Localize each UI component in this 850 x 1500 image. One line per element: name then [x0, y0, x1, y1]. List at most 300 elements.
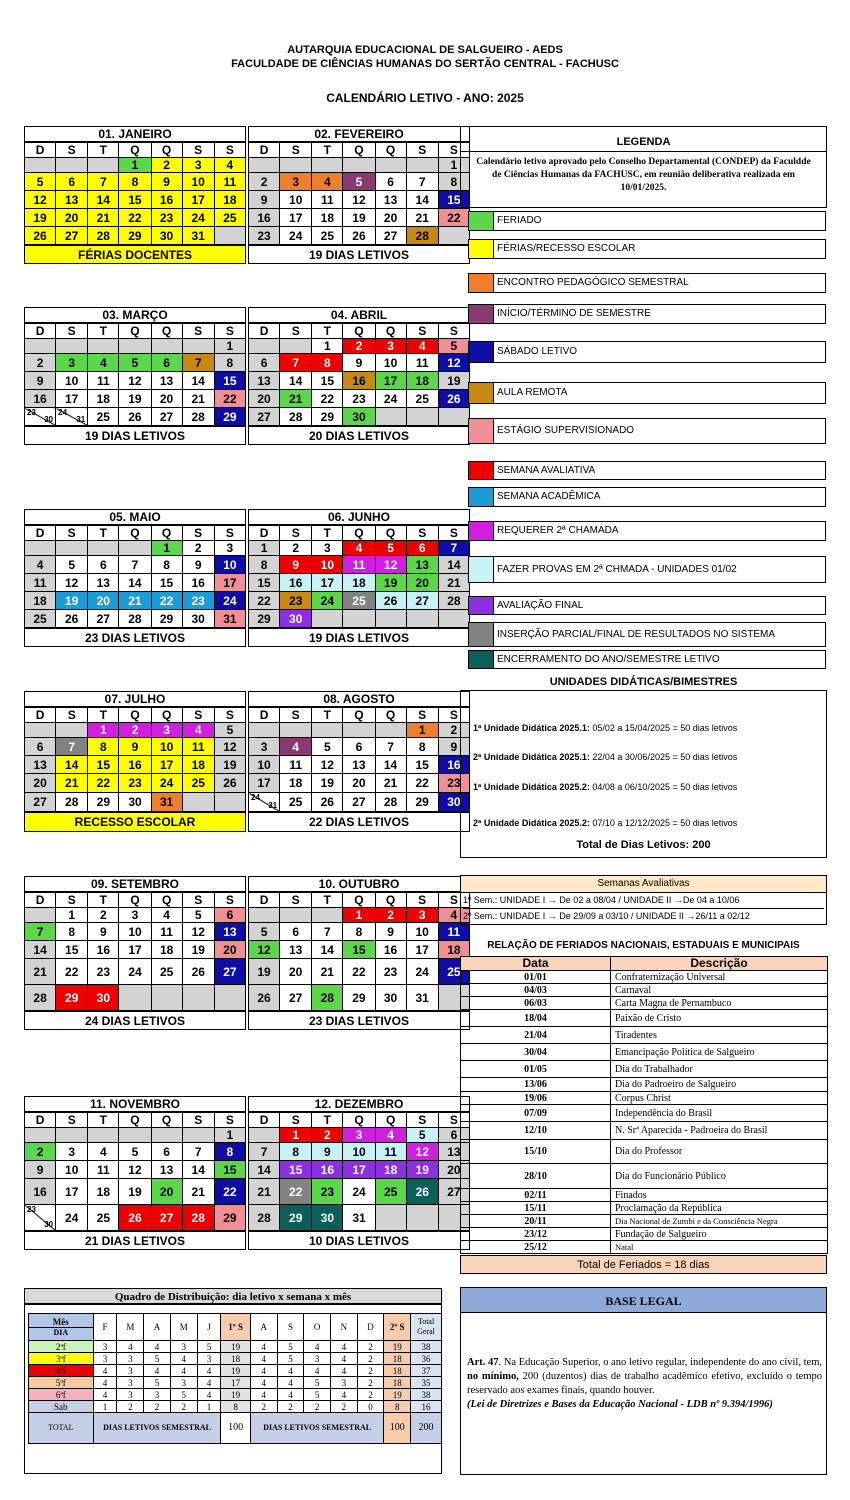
- weekday-header: Q: [151, 707, 182, 723]
- weekday-header: S: [182, 142, 214, 158]
- day-cell: 11: [343, 556, 375, 574]
- day-cell: 11: [214, 173, 245, 191]
- day-cell: 4: [25, 556, 56, 574]
- day-cell: 29: [151, 610, 182, 629]
- day-cell: 26: [25, 227, 56, 246]
- day-cell: 11: [312, 191, 343, 209]
- feriados-col-desc: Descrição: [611, 957, 828, 971]
- day-cell: 27: [25, 793, 56, 813]
- day-cell: 18: [280, 774, 312, 793]
- quadro-day: 5ªf: [29, 1377, 94, 1389]
- day-cell: 23: [88, 959, 119, 985]
- day-cell: 9: [151, 173, 182, 191]
- day-cell: 31: [151, 793, 182, 813]
- weekday-header: D: [249, 707, 280, 723]
- day-cell: 25: [25, 610, 56, 629]
- unidade-label: 2ª Unidade Didática 2025.1:: [473, 752, 590, 762]
- day-cell: 7: [56, 738, 88, 756]
- day-cell: 1: [249, 541, 280, 556]
- month-footer: 21 DIAS LETIVOS: [25, 1231, 246, 1250]
- month-calendar: [248, 509, 470, 647]
- day-cell: 15: [249, 574, 280, 592]
- day-cell: 15: [56, 941, 88, 959]
- day-cell: 6: [343, 738, 375, 756]
- weekday-header: S: [280, 892, 312, 908]
- weekday-header: Q: [343, 525, 375, 541]
- month-footer: 19 DIAS LETIVOS: [249, 245, 470, 264]
- weekday-header: Q: [119, 1112, 151, 1128]
- day-cell: 9: [119, 738, 151, 756]
- quadro-total-geral: 200: [411, 1413, 442, 1444]
- base-legal-emphasis: no mínimo,: [467, 1371, 519, 1382]
- legend-swatch: [469, 597, 494, 614]
- day-cell: 27: [406, 592, 438, 610]
- day-cell: 11: [88, 1161, 119, 1179]
- month-calendar: [248, 876, 470, 1030]
- day-cell: [88, 1128, 119, 1143]
- day-cell: 16: [438, 756, 469, 774]
- weekday-header: S: [438, 323, 469, 339]
- day-cell: 13: [88, 574, 119, 592]
- day-cell: 31: [214, 610, 245, 629]
- day-cell: 24: [182, 209, 214, 227]
- day-cell: 24: [312, 592, 343, 610]
- day-cell: 19: [438, 372, 469, 390]
- day-cell: 29: [119, 227, 151, 246]
- day-cell: 25: [438, 959, 469, 985]
- legend-swatch: [469, 274, 494, 292]
- day-cell: 21: [182, 1179, 214, 1205]
- day-cell: 18: [25, 592, 56, 610]
- day-cell: 22: [312, 390, 343, 408]
- month-footer: 24 DIAS LETIVOS: [25, 1011, 246, 1030]
- month-footer: 10 DIAS LETIVOS: [249, 1231, 470, 1250]
- day-cell: 13: [214, 923, 245, 941]
- quadro-value: 4: [144, 1365, 171, 1377]
- day-cell: 8: [312, 354, 343, 372]
- day-cell: 29: [214, 1205, 245, 1232]
- quadro-header-month: S: [277, 1314, 304, 1341]
- weekday-header: Q: [375, 1112, 406, 1128]
- day-cell: 11: [88, 372, 119, 390]
- month-title: 08. AGOSTO: [249, 692, 470, 708]
- day-cell: 6: [375, 173, 406, 191]
- day-cell: 19: [375, 574, 406, 592]
- quadro-value: 4: [93, 1389, 117, 1401]
- day-cell: 26: [119, 408, 151, 427]
- day-cell: [25, 908, 56, 923]
- feriado-desc: N. Srª Aparecida - Padroeira do Brasil: [611, 1122, 828, 1140]
- day-cell: 14: [249, 1161, 280, 1179]
- legend-title: LEGENDA: [460, 126, 827, 152]
- day-cell: 18: [343, 574, 375, 592]
- weekday-header: Q: [119, 323, 151, 339]
- day-cell: 28: [312, 985, 343, 1012]
- day-cell: 26: [343, 227, 375, 246]
- quadro-value: 2: [357, 1341, 384, 1353]
- feriado-date: 01/01: [461, 971, 611, 984]
- month-title: 03. MARÇO: [25, 308, 246, 324]
- quadro-value: 2: [144, 1401, 171, 1413]
- legend-swatch: [469, 383, 494, 403]
- day-cell: 4: [406, 339, 438, 354]
- weekday-header: S: [214, 525, 245, 541]
- day-cell: 8: [214, 354, 245, 372]
- day-cell: 17: [56, 390, 88, 408]
- day-cell: 26: [249, 985, 280, 1012]
- quadro-header-month: N: [330, 1314, 357, 1341]
- day-cell: 21: [406, 209, 438, 227]
- day-cell: 19: [214, 756, 245, 774]
- day-cell: 12: [119, 372, 151, 390]
- weekday-header: S: [56, 323, 88, 339]
- day-cell: 4: [312, 173, 343, 191]
- feriado-date: 30/04: [461, 1044, 611, 1061]
- day-cell: 1: [88, 723, 119, 738]
- day-cell: 30: [182, 610, 214, 629]
- day-cell: [56, 1128, 88, 1143]
- weekday-header: Q: [119, 525, 151, 541]
- month-footer: 23 DIAS LETIVOS: [249, 1011, 470, 1030]
- feriado-desc: Finados: [611, 1189, 828, 1202]
- day-cell: 3: [280, 173, 312, 191]
- weekday-header: S: [406, 525, 438, 541]
- quadro-value: 3: [197, 1353, 221, 1365]
- day-cell: 28: [56, 793, 88, 813]
- day-cell: 17: [375, 372, 406, 390]
- day-cell: 5: [119, 1143, 151, 1161]
- day-cell: 26: [214, 774, 245, 793]
- day-cell: [56, 723, 88, 738]
- day-cell: 20: [249, 390, 280, 408]
- quadro-value: 3: [117, 1365, 144, 1377]
- page-title: CALENDÁRIO LETIVO - ANO: 2025: [326, 91, 524, 105]
- day-cell: 22: [56, 959, 88, 985]
- feriados-total: Total de Feriados = 18 dias: [460, 1255, 827, 1274]
- quadro-value: 2: [304, 1401, 331, 1413]
- day-cell: [56, 339, 88, 354]
- day-cell: 4: [182, 723, 214, 738]
- day-cell: 16: [375, 941, 406, 959]
- legend-item: [468, 418, 826, 444]
- legend-item: [468, 521, 826, 541]
- day-cell: 16: [25, 1179, 56, 1205]
- day-cell: 27: [214, 959, 245, 985]
- day-cell: 23: [280, 592, 312, 610]
- day-cell: [56, 408, 88, 427]
- day-cell: 16: [25, 390, 56, 408]
- month-footer: 19 DIAS LETIVOS: [249, 628, 470, 647]
- day-cell: [182, 339, 214, 354]
- feriado-date: 23/12: [461, 1228, 611, 1241]
- day-cell: [406, 1205, 438, 1232]
- day-cell: 31: [343, 1205, 375, 1232]
- feriado-desc: Independência do Brasil: [611, 1105, 828, 1122]
- legend-swatch: [469, 623, 494, 646]
- unidade-text: 05/02 a 15/04/2025 = 50 dias letivos: [589, 723, 738, 733]
- weekday-header: S: [214, 1112, 245, 1128]
- quadro-header-month: M: [170, 1314, 197, 1341]
- day-cell: 2: [25, 354, 56, 372]
- feriado-date: 18/04: [461, 1010, 611, 1027]
- day-cell: 6: [88, 556, 119, 574]
- weekday-header: S: [56, 142, 88, 158]
- day-cell: 2: [25, 1143, 56, 1161]
- weekday-header: S: [280, 142, 312, 158]
- day-cell: 1: [214, 339, 245, 354]
- day-cell: 23: [438, 774, 469, 793]
- day-cell: 22: [88, 774, 119, 793]
- day-cell: 12: [438, 354, 469, 372]
- day-cell: [375, 408, 406, 427]
- quadro-value: 2: [277, 1401, 304, 1413]
- day-cell: 7: [249, 1143, 280, 1161]
- day-cell: [25, 1128, 56, 1143]
- month-calendar: [248, 1096, 470, 1250]
- legend-label: SÁBADO LETIVO: [497, 346, 578, 357]
- day-cell: [88, 339, 119, 354]
- quadro-value: 2: [357, 1377, 384, 1389]
- quadro-value: 4: [304, 1341, 331, 1353]
- legend-item: [468, 487, 826, 507]
- feriado-date: 13/06: [461, 1078, 611, 1092]
- day-cell: [375, 723, 406, 738]
- weekday-header: S: [214, 142, 245, 158]
- day-cell: 24: [56, 1205, 88, 1232]
- day-number: 31: [268, 801, 278, 810]
- base-legal-law: (Lei de Diretrizes e Bases da Educação Nacional - LDB nº 9.394/1996): [467, 1399, 773, 1410]
- quadro-value: 1: [197, 1401, 221, 1413]
- day-cell: [119, 1128, 151, 1143]
- quadro-row: [29, 1377, 442, 1389]
- quadro-header-total: Total Geral: [411, 1314, 442, 1341]
- day-cell: [182, 985, 214, 1012]
- day-cell: 25: [151, 959, 182, 985]
- quadro-header-month: A: [250, 1314, 277, 1341]
- weekday-header: D: [25, 1112, 56, 1128]
- day-cell: 26: [312, 793, 343, 813]
- day-number: 24: [58, 408, 68, 417]
- day-cell: 9: [375, 923, 406, 941]
- feriado-date: 12/10: [461, 1122, 611, 1140]
- day-cell: 28: [438, 592, 469, 610]
- quadro-value: 5: [144, 1353, 171, 1365]
- day-cell: 12: [119, 1161, 151, 1179]
- quadro-value: 3: [330, 1377, 357, 1389]
- legend-label: ESTÁGIO SUPERVISIONADO: [497, 425, 635, 436]
- day-cell: 24: [119, 959, 151, 985]
- day-cell: 3: [56, 1143, 88, 1161]
- day-cell: 28: [249, 1205, 280, 1232]
- day-cell: 27: [438, 1179, 469, 1205]
- quadro-value: 2: [117, 1401, 144, 1413]
- quadro-value: 3: [170, 1377, 197, 1389]
- day-cell: 15: [312, 372, 343, 390]
- legend-item: [468, 556, 826, 583]
- day-cell: 29: [214, 408, 245, 427]
- legend-item: [468, 622, 826, 647]
- weekday-header: S: [214, 892, 245, 908]
- day-cell: 15: [280, 1161, 312, 1179]
- day-cell: 19: [343, 209, 375, 227]
- day-cell: 6: [56, 173, 88, 191]
- quadro-value: 19: [384, 1341, 411, 1353]
- feriado-date: 28/10: [461, 1164, 611, 1189]
- feriado-row: [461, 1241, 828, 1254]
- weekday-header: T: [88, 142, 119, 158]
- legend-label: ENCONTRO PEDAGÓGICO SEMESTRAL: [497, 277, 689, 288]
- day-cell: 12: [182, 923, 214, 941]
- month-calendar: [248, 126, 470, 264]
- day-cell: [25, 408, 56, 427]
- weekday-header: S: [406, 1112, 438, 1128]
- unidade-item: [473, 752, 737, 762]
- day-cell: 12: [343, 191, 375, 209]
- day-cell: [312, 158, 343, 173]
- day-cell: 21: [56, 774, 88, 793]
- day-cell: 7: [280, 354, 312, 372]
- day-number: 30: [44, 415, 54, 424]
- day-cell: 24: [280, 227, 312, 246]
- day-cell: 24: [214, 592, 245, 610]
- day-cell: 9: [280, 556, 312, 574]
- month-footer: 23 DIAS LETIVOS: [25, 628, 246, 647]
- day-cell: [280, 158, 312, 173]
- legend-item: [468, 341, 826, 363]
- legend-swatch: [469, 419, 494, 443]
- weekday-header: Q: [151, 892, 182, 908]
- day-cell: 17: [119, 941, 151, 959]
- day-cell: 5: [312, 738, 343, 756]
- day-cell: 23: [182, 592, 214, 610]
- day-cell: 3: [214, 541, 245, 556]
- day-cell: 17: [343, 1161, 375, 1179]
- unidade-item: [473, 782, 737, 792]
- weekday-header: T: [312, 707, 343, 723]
- day-cell: 29: [406, 793, 438, 813]
- day-cell: 14: [182, 1161, 214, 1179]
- day-cell: 3: [56, 354, 88, 372]
- quadro-row: [29, 1401, 442, 1413]
- quadro-header-month: 2º S: [384, 1314, 411, 1341]
- day-cell: 16: [151, 191, 182, 209]
- day-cell: 4: [343, 541, 375, 556]
- day-cell: [312, 723, 343, 738]
- legend-item: [468, 461, 826, 480]
- quadro-value: 16: [411, 1401, 442, 1413]
- day-cell: 14: [56, 756, 88, 774]
- feriado-date: 07/09: [461, 1105, 611, 1122]
- quadro-value: 19: [221, 1341, 251, 1353]
- quadro-value: 5: [277, 1353, 304, 1365]
- day-cell: 3: [312, 541, 343, 556]
- day-cell: 19: [25, 209, 56, 227]
- day-cell: 19: [406, 1161, 438, 1179]
- weekday-header: S: [182, 892, 214, 908]
- month-calendar: [24, 126, 246, 264]
- day-cell: 23: [375, 959, 406, 985]
- day-cell: [214, 985, 245, 1012]
- institution-name: AUTARQUIA EDUCACIONAL DE SALGUEIRO - AEDS: [287, 44, 563, 56]
- day-cell: 10: [56, 372, 88, 390]
- day-cell: 31: [406, 985, 438, 1012]
- feriado-date: 25/12: [461, 1241, 611, 1254]
- quadro-value: 8: [384, 1401, 411, 1413]
- feriado-row: [461, 1010, 828, 1027]
- quadro-row: [29, 1365, 442, 1377]
- day-cell: 1: [312, 339, 343, 354]
- day-cell: 12: [249, 941, 280, 959]
- day-cell: 6: [214, 908, 245, 923]
- feriado-date: 15/10: [461, 1140, 611, 1164]
- quadro-value: 18: [221, 1353, 251, 1365]
- day-cell: 2: [151, 158, 182, 173]
- day-cell: 27: [88, 610, 119, 629]
- day-cell: 29: [249, 610, 280, 629]
- quadro-header-month: M: [117, 1314, 144, 1341]
- feriado-desc: Proclamação da República: [611, 1202, 828, 1215]
- day-cell: 10: [249, 756, 280, 774]
- weekday-header: S: [182, 525, 214, 541]
- day-cell: 15: [214, 372, 245, 390]
- feriado-desc: Corpus Christ: [611, 1092, 828, 1105]
- weekday-header: S: [182, 1112, 214, 1128]
- day-cell: 5: [56, 556, 88, 574]
- base-legal-text: [467, 1356, 822, 1412]
- feriado-row: [461, 1061, 828, 1078]
- weekday-header: T: [88, 525, 119, 541]
- quadro-value: 18: [384, 1365, 411, 1377]
- feriado-desc: Dia do Professor: [611, 1140, 828, 1164]
- feriado-row: [461, 1122, 828, 1140]
- quadro-total-1s: 100: [221, 1413, 251, 1444]
- weekday-header: Q: [375, 142, 406, 158]
- day-cell: [249, 793, 280, 813]
- quadro-row: [29, 1341, 442, 1353]
- legend-swatch: [469, 342, 494, 362]
- day-cell: 1: [343, 908, 375, 923]
- day-cell: 17: [214, 574, 245, 592]
- day-cell: 10: [56, 1161, 88, 1179]
- day-cell: 2: [280, 541, 312, 556]
- feriado-desc: Carnaval: [611, 984, 828, 997]
- quadro-value: 3: [117, 1377, 144, 1389]
- month-calendar: [24, 691, 246, 832]
- day-cell: 21: [280, 390, 312, 408]
- quadro-value: 4: [330, 1389, 357, 1401]
- day-cell: 3: [151, 723, 182, 738]
- quadro-value: 4: [93, 1365, 117, 1377]
- day-cell: 23: [119, 774, 151, 793]
- day-cell: 11: [182, 738, 214, 756]
- day-cell: 17: [280, 209, 312, 227]
- feriado-desc: Natal: [611, 1241, 828, 1254]
- quadro-value: 19: [221, 1365, 251, 1377]
- legend-label: ENCERRAMENTO DO ANO/SEMESTRE LETIVO: [497, 654, 720, 665]
- day-cell: 2: [182, 541, 214, 556]
- feriado-row: [461, 1189, 828, 1202]
- day-cell: 16: [312, 1161, 343, 1179]
- quadro-value: 3: [144, 1389, 171, 1401]
- day-cell: 3: [182, 158, 214, 173]
- day-cell: 14: [280, 372, 312, 390]
- quadro-day: 2ªf: [29, 1341, 94, 1353]
- day-cell: 29: [312, 408, 343, 427]
- day-cell: [249, 339, 280, 354]
- quadro-value: 2: [357, 1389, 384, 1401]
- day-cell: 25: [343, 592, 375, 610]
- quadro-value: 2: [250, 1401, 277, 1413]
